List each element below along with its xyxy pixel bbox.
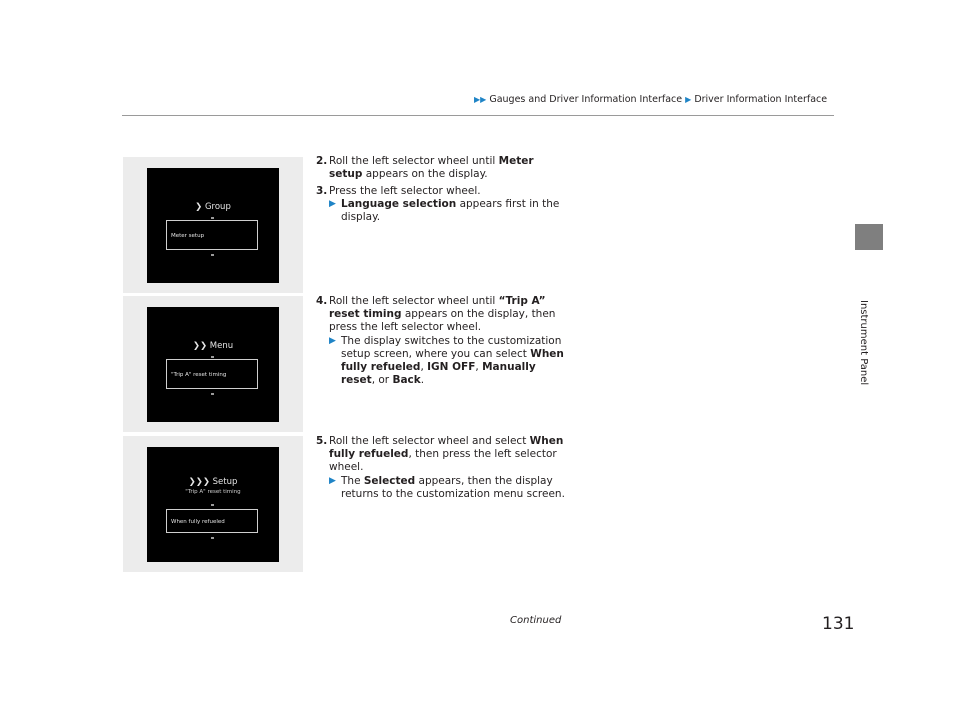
breadcrumb-arrow-icon: ▶▶ <box>474 95 487 104</box>
screen-item: Meter setup <box>171 233 205 239</box>
step-number: 4. <box>316 295 328 307</box>
screen-title: ❯❯❯ Setup <box>188 477 238 487</box>
breadcrumb-item-gauges[interactable]: Gauges and Driver Information Interface <box>489 94 683 105</box>
step-text: Press the left selector wheel. <box>329 185 481 197</box>
screen-subtitle: "Trip A" reset timing <box>185 489 241 495</box>
screen-item: "Trip A" reset timing <box>171 372 227 378</box>
section-tab-marker <box>855 224 883 250</box>
scroll-down-indicator-icon <box>211 254 214 256</box>
step-5 <box>316 435 566 501</box>
step-2 <box>316 155 566 181</box>
result-arrow-icon: ▶ <box>329 475 336 486</box>
continued-label: Continued <box>510 615 562 626</box>
header-rule <box>122 115 834 116</box>
screen-title: ❯ Group <box>195 202 231 212</box>
scroll-up-indicator-icon <box>211 217 214 219</box>
step-result: ▶ Language selection appears first in the display. <box>329 198 560 224</box>
selection-box <box>166 509 258 533</box>
step-result: ▶ The display switches to the customization setup screen, where you can select When fully refueled, IGN OFF, Manually reset, or Back. <box>329 334 564 387</box>
breadcrumb-separator-icon: ▶ <box>685 95 692 104</box>
breadcrumb <box>474 94 827 105</box>
screen-illustration-group <box>123 157 303 293</box>
result-arrow-icon: ▶ <box>329 199 336 210</box>
page-number: 131 <box>822 614 855 634</box>
selection-box <box>166 220 258 250</box>
step-number: 2. <box>316 155 328 167</box>
display-screen <box>147 307 279 422</box>
step-text: Roll the left selector wheel until Meter setup appears on the display. <box>329 155 534 181</box>
scroll-up-indicator-icon <box>211 356 214 358</box>
step-3 <box>316 185 566 225</box>
section-tab-label: Instrument Panel <box>858 300 869 386</box>
step-4 <box>316 295 566 387</box>
display-screen <box>147 168 279 283</box>
breadcrumb-item-dii[interactable]: Driver Information Interface <box>694 94 828 105</box>
screen-item: When fully refueled <box>171 519 225 525</box>
step-number: 3. <box>316 185 328 197</box>
step-number: 5. <box>316 435 328 447</box>
step-result: ▶ The Selected appears, then the display returns to the customization menu screen. <box>329 474 565 500</box>
screen-illustration-setup <box>123 436 303 572</box>
step-text: Roll the left selector wheel and select When fully refueled, then press the left selector wheel. <box>329 435 564 474</box>
scroll-up-indicator-icon <box>211 504 214 506</box>
selection-box <box>166 359 258 389</box>
scroll-down-indicator-icon <box>211 537 214 539</box>
screen-title: ❯❯ Menu <box>192 341 234 351</box>
display-screen <box>147 447 279 562</box>
step-text: Roll the left selector wheel until “Trip A” reset timing appears on the display, then press the left selector wheel. <box>329 295 556 334</box>
scroll-down-indicator-icon <box>211 393 214 395</box>
screen-illustration-menu <box>123 296 303 432</box>
result-arrow-icon: ▶ <box>329 335 336 346</box>
